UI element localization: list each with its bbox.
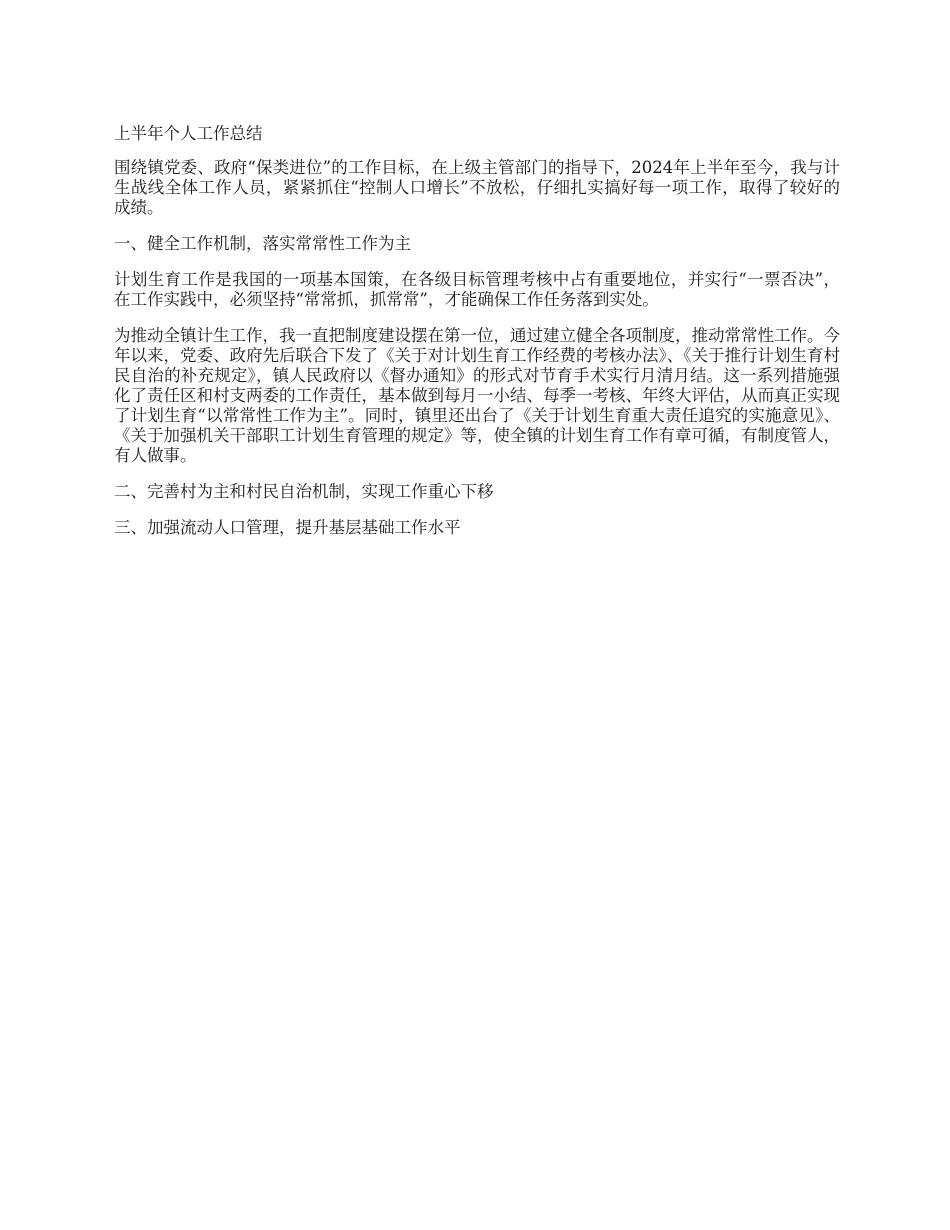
section-1-paragraph-2: 为推动全镇计生工作，我一直把制度建设摆在第一位，通过建立健全各项制度，推动常常性工作。今年以来，党委、政府先后联合下发了《关于对计划生育工作经费的考核办法》、《关于推行计划生育村民自治的补充规定》，镇人民政府以《督办通知》的形式对节育手术实行月清月结。这一系列措施强化了责任区和村支两委的工作责任，基本做到每月一小结、每季一考核、年终大评估，从而真正实现了计划生育“以常常性工作为主”。同时，镇里还出台了《关于计划生育重大责任追究的实施意见》、《关于加强机关干部职工计划生育管理的规定》等，使全镇的计划生育工作有章可循，有制度管人，有人做事。 xyxy=(114,326,840,465)
document-title: 上半年个人工作总结 xyxy=(114,124,263,143)
document-page xyxy=(114,124,840,554)
section-3-heading: 三、加强流动人口管理，提升基层基础工作水平 xyxy=(114,518,461,537)
section-1-heading: 一、健全工作机制，落实常常性工作为主 xyxy=(114,234,411,253)
section-1-paragraph-1: 计划生育工作是我国的一项基本国策，在各级目标管理考核中占有重要地位，并实行“一票否决”，在工作实践中，必须坚持“常常抓，抓常常”，才能确保工作任务落到实处。 xyxy=(114,270,840,309)
intro-paragraph: 围绕镇党委、政府“保类进位”的工作目标，在上级主管部门的指导下，2024年上半年至今，我与计生战线全体工作人员，紧紧抓住“控制人口增长”不放松，仔细扎实搞好每一项工作，取得了较好的成绩。 xyxy=(114,158,840,217)
section-2-heading: 二、完善村为主和村民自治机制，实现工作重心下移 xyxy=(114,482,494,501)
